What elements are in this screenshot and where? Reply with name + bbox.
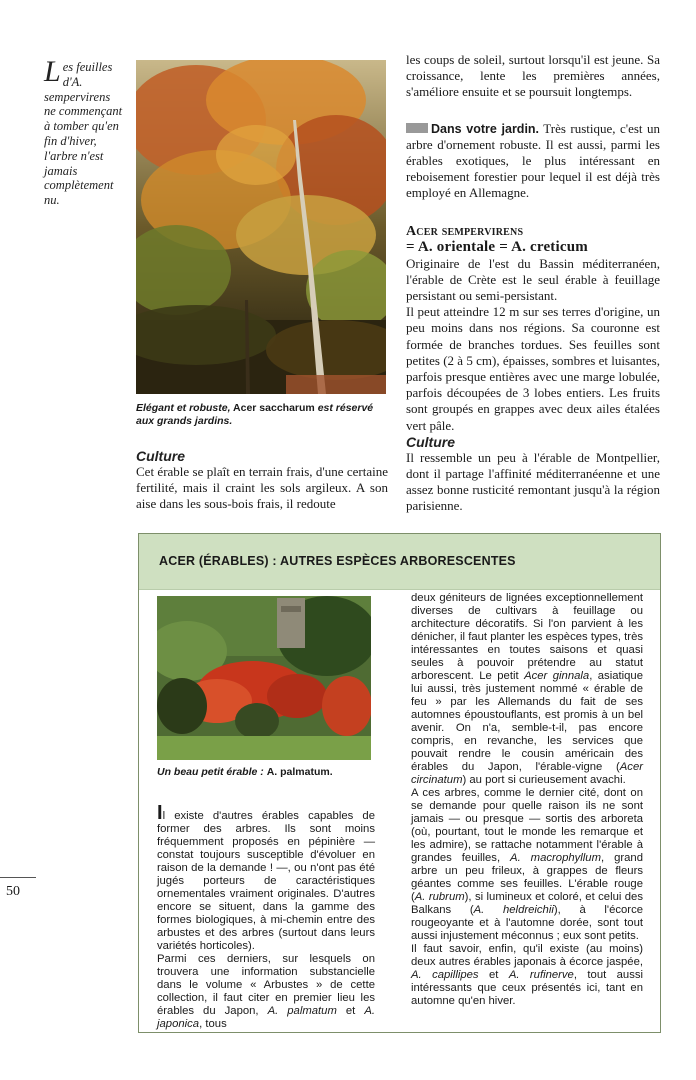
paragraph-text: ), si lumineux et coloré, et celui des Balkans ( — [411, 891, 643, 916]
right-column — [406, 52, 660, 515]
red-maple-shrub-photo-icon — [157, 596, 371, 760]
caption-part: Elégant et robuste, — [136, 402, 231, 414]
paragraph-text: ) au port si curieusement avachi. — [462, 774, 626, 786]
box-right-column — [411, 592, 643, 1008]
paragraph-text: , grand arbre un peu frileux, à grappes de fleurs géantes comme ses feuilles. L'érable rouge ( — [411, 852, 643, 903]
box-photo-caption — [157, 766, 333, 778]
culture-section-left — [136, 448, 388, 513]
caption-part: Un beau petit érable : — [157, 766, 267, 778]
paragraph-text: et — [478, 969, 509, 981]
caption-species: A. palmatum. — [266, 766, 333, 778]
box-right-paragraph-1 — [411, 592, 643, 787]
paragraph-text: Parmi ces derniers, sur lesquels on trouvera une information substancielle dans le volume « Arbustes » de cette collection, il faut citer en premier lieu les érables du Japon, — [157, 953, 375, 1017]
box-photo — [157, 596, 371, 760]
section-marker-icon — [406, 123, 428, 133]
page-number: 50 — [6, 884, 20, 899]
box-left-paragraph-2 — [157, 953, 375, 1031]
caption-species: Acer saccharum — [230, 402, 318, 414]
margin-note-text: es feuilles d'A. sempervirens ne commençant à tomber qu'en fin d'hiver, l'arbre n'est jamais complètement nu. — [44, 60, 123, 208]
box-initial: I — [157, 802, 163, 824]
photo-caption — [136, 402, 388, 427]
culture-heading-right: Culture — [406, 433, 455, 450]
garden-paragraph — [406, 121, 660, 202]
caption-part: est réservé aux grands jardins. — [136, 402, 374, 427]
species-name: Acer circinatum — [411, 761, 643, 786]
species-name: A. palmatum — [267, 1005, 337, 1017]
garden-heading: Dans votre jardin. — [431, 121, 540, 136]
culture-text: Cet érable se plaît en terrain frais, d'une certaine fertilité, mais il craint les sols argileux. A son aise dans les sous-bois frais, il redoute — [136, 464, 388, 512]
margin-note — [44, 55, 124, 208]
box-title: ACER (ÉRABLES) : AUTRES ESPÈCES ARBORESCENTES — [159, 554, 516, 568]
paragraph-text: , tous — [199, 1018, 227, 1030]
species-name: A. heldreichii — [473, 904, 554, 916]
paragraph-text: , asiatique lui aussi, très justement nommé « érable de feu » par les Allemands du fait de ses automnes époustouflants, est promis à un bel avenir. On n'a, semble-t-il, pas encore compris, en revanche, les services que pouvait rendre le cousin américain des érables du Japon, l'érable-vigne ( — [411, 670, 643, 773]
species-heading: Acer sempervirens — [406, 223, 524, 239]
species-paragraph-2: Il peut atteindre 12 m sur ses terres d'origine, un peu moins dans nos régions. Sa couronne est formée de branches tordues. Ses feuilles sont petites (2 à 5 cm), épaisses, sombres et luisantes, parfois presque entières avec une marge lobulée, parfois découpées de 3 lobes entiers. Les fruits sont groupés en grappes avec deux ailes étalées vert pâle. — [406, 304, 660, 433]
species-synonyms: = A. orientale = A. creticum — [406, 238, 588, 255]
box-left-column — [157, 802, 376, 1031]
culture-heading: Culture — [136, 448, 185, 464]
maple-tree-photo-icon — [136, 60, 386, 394]
species-paragraph-1: Originaire de l'est du Bassin méditerranéen, l'érable de Crète est le seul érable à feuillage persistant ou semi-persistant. — [406, 255, 660, 304]
paragraph-text: deux géniteurs de lignées exceptionnellement diverses de cultivars à feuillage ou architecture décoratifs. Si l'on parvient à les dénicher, il faut planter les espèces types, très intéressantes en toutes saisons et quasi seules à pouvoir prétendre au statut arborescent. Le petit — [411, 592, 643, 682]
culture-text-right: Il ressemble un peu à l'érable de Montpellier, dont il partage l'affinité méditerranéenne et une assez bonne rusticité remontant jusqu'à la région parisienne. — [406, 449, 660, 514]
page-number-rule — [0, 877, 36, 878]
box-right-paragraph-2 — [411, 787, 643, 943]
top-photo — [136, 60, 386, 394]
paragraph-text: l existe d'autres érables capables de former des arbres. Ils sont moins fréquemment proposés en pépinière — constat toujours susceptible d'évoluer en raison de la demande ! —, ou n'ont pas été jugés porteurs de caractéristiques ornementales vraiment originales. D'autres encore se situent, dans la gamme des formes biologiques, à mi-chemin entre des arbustes et des arbres (surtout dans leurs variétés horticoles). — [157, 810, 375, 952]
species-name: A. rubrum — [414, 891, 465, 903]
species-name: A. rufinerve — [508, 969, 574, 981]
paragraph-text: Il faut savoir, enfin, qu'il existe (au moins) deux autres érables japonais à écorce jaspée, — [411, 943, 643, 968]
box-left-paragraph-1 — [157, 802, 375, 953]
species-name: A. capillipes — [411, 969, 479, 981]
garden-text: Très rustique, c'est un arbre d'ornement robuste. Il est aussi, parmi les érables exotiques, le plus intéressant en reboisement forestier pour lequel il est déjà très employé en Allemagne. — [406, 120, 660, 201]
margin-note-initial: L — [44, 55, 61, 88]
species-name: Acer ginnala — [524, 670, 590, 682]
paragraph-text: ), à l'écorce rougeoyante et à l'automne dorée, sont tout aussi injustement méconnus ; eux sont petits. — [411, 904, 643, 942]
sidebar-box — [138, 533, 661, 1033]
species-name: A. macrophyllum — [510, 852, 601, 864]
box-right-paragraph-3 — [411, 943, 643, 1008]
paragraph-text: A ces arbres, comme le dernier cité, dont on se demande pour quelle raison ils ne sont jamais — ou presque — sortis des arboreta (où, pourtant, tout le monde les remarque et les admire), se rattache notamment l'érable à grandes feuilles, — [411, 787, 643, 864]
paragraph-text: et — [336, 1005, 365, 1017]
species-name: A. japonica — [157, 1005, 376, 1030]
continuation-paragraph: les coups de soleil, surtout lorsqu'il est jeune. Sa croissance, lente les premières années, s'améliore ensuite et se poursuit longtemps. — [406, 52, 660, 100]
paragraph-text: , tout aussi intéressants que ceux présentés ici, tant en automne qu'en hiver. — [411, 969, 644, 1007]
